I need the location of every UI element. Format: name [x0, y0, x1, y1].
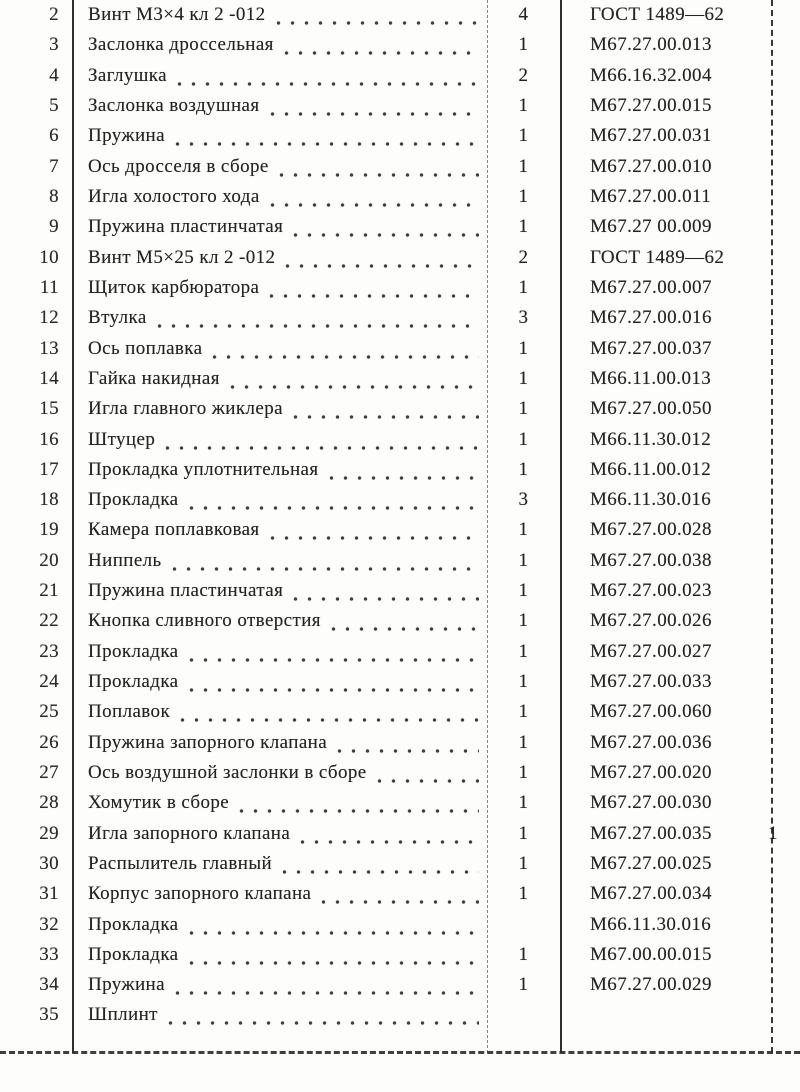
dot-leader [175, 974, 479, 996]
part-name-cell [72, 519, 487, 541]
quantity: 1 [518, 549, 529, 571]
part-code-cell [560, 4, 800, 26]
part-name: Прокладка [88, 489, 179, 511]
part-name: Пружина пластинчатая [88, 216, 284, 238]
part-code-cell [560, 429, 800, 451]
table-row [0, 576, 800, 606]
row-number: 10 [39, 246, 59, 268]
quantity: 1 [518, 34, 529, 56]
part-code-cell [560, 489, 800, 511]
dot-leader [276, 4, 479, 26]
part-code-cell [560, 186, 800, 208]
part-code: М67.27.00.020 [590, 761, 712, 783]
table-row [0, 818, 800, 848]
table-row [0, 0, 800, 30]
part-code: М67.27.00.023 [590, 580, 712, 602]
dot-leader [189, 944, 479, 966]
part-code-cell [560, 974, 800, 996]
part-name-cell [72, 4, 487, 26]
part-name-cell [72, 671, 487, 693]
part-code-cell [560, 307, 800, 329]
part-code-cell [560, 610, 800, 632]
row-number: 11 [39, 276, 59, 298]
part-name-cell [72, 580, 487, 602]
row-number: 19 [39, 519, 59, 541]
row-number: 24 [39, 671, 59, 693]
row-number: 33 [39, 943, 59, 965]
table-row [0, 333, 800, 363]
part-code: М67.27.00.030 [590, 792, 712, 814]
quantity: 1 [518, 337, 529, 359]
quantity: 1 [518, 519, 529, 541]
part-code: М66.16.32.004 [590, 64, 712, 86]
quantity: 1 [518, 155, 529, 177]
table-row [0, 879, 800, 909]
quantity: 2 [518, 246, 529, 268]
part-code-cell [560, 883, 800, 905]
part-name-cell [72, 550, 487, 572]
part-code: М67.27.00.013 [590, 34, 712, 56]
part-name: Ось дросселя в сборе [88, 155, 269, 177]
part-name: Штуцер [88, 428, 156, 450]
part-code-cell [560, 398, 800, 420]
part-name-cell [72, 216, 487, 238]
part-code-cell [560, 216, 800, 238]
part-name-cell [72, 641, 487, 663]
dot-leader [157, 307, 479, 329]
table-row [0, 970, 800, 1000]
table-row [0, 728, 800, 758]
quantity: 1 [518, 883, 529, 905]
table-row [0, 788, 800, 818]
part-name-cell [72, 610, 487, 632]
dot-leader [270, 519, 479, 541]
part-name: Прокладка [88, 671, 179, 693]
row-number: 12 [39, 307, 59, 329]
part-name: Распылитель главный [88, 852, 273, 874]
table-row [0, 121, 800, 151]
table-row [0, 697, 800, 727]
table-row [0, 515, 800, 545]
quantity: 1 [518, 792, 529, 814]
part-name-cell [72, 883, 487, 905]
dot-leader [282, 853, 479, 875]
dot-leader [377, 762, 479, 784]
table-row [0, 606, 800, 636]
dot-leader [168, 1004, 479, 1026]
part-code-cell [560, 65, 800, 87]
table-row [0, 1000, 800, 1030]
part-code-cell [560, 580, 800, 602]
table-row [0, 758, 800, 788]
row-number: 9 [49, 216, 59, 238]
table-row [0, 546, 800, 576]
quantity: 1 [518, 95, 529, 117]
part-name: Прокладка уплотнительная [88, 458, 319, 480]
dot-leader [269, 277, 479, 299]
part-name-cell [72, 853, 487, 875]
part-name: Заслонка дроссельная [88, 34, 274, 56]
table-row [0, 303, 800, 333]
part-name: Игла холостого хода [88, 186, 260, 208]
part-name-cell [72, 914, 487, 936]
part-code-cell [560, 701, 800, 723]
table-row [0, 182, 800, 212]
part-code: М67.27.00.037 [590, 337, 712, 359]
part-name-cell [72, 277, 487, 299]
row-number: 2 [49, 4, 59, 26]
part-code-cell [560, 459, 800, 481]
part-code: М67.27.00.028 [590, 519, 712, 541]
row-number: 35 [39, 1004, 59, 1026]
part-code: М67.27.00.010 [590, 155, 712, 177]
part-code: ГОСТ 1489—62 [590, 246, 725, 268]
part-code-cell [560, 732, 800, 754]
row-number: 5 [49, 95, 59, 117]
dot-leader [285, 247, 479, 269]
dot-leader [331, 610, 479, 632]
dot-leader [189, 914, 479, 936]
quantity: 4 [518, 4, 529, 26]
part-code: М67.27.00.025 [590, 852, 712, 874]
row-number: 22 [39, 610, 59, 632]
part-name: Игла запорного клапана [88, 822, 291, 844]
part-code: М67.27.00.031 [590, 125, 712, 147]
part-code: М67.00.00.015 [590, 943, 712, 965]
part-code: М67.27.00.033 [590, 671, 712, 693]
table-row [0, 637, 800, 667]
part-code-cell [560, 338, 800, 360]
part-name: Пружина пластинчатая [88, 580, 284, 602]
part-code-cell [560, 34, 800, 56]
part-code: М67.27.00.029 [590, 974, 712, 996]
quantity: 1 [518, 216, 529, 238]
row-number: 28 [39, 792, 59, 814]
quantity: 2 [518, 64, 529, 86]
margin-mark: 1 [768, 822, 778, 844]
row-number: 30 [39, 852, 59, 874]
table-row [0, 849, 800, 879]
table-row [0, 485, 800, 515]
dot-leader [293, 580, 479, 602]
part-name: Заслонка воздушная [88, 95, 260, 117]
part-code-cell [560, 247, 800, 269]
part-name-cell [72, 156, 487, 178]
part-name-cell [72, 792, 487, 814]
part-code-cell [560, 156, 800, 178]
table-row [0, 273, 800, 303]
part-code: М67.27.00.035 [590, 822, 712, 844]
quantity: 1 [518, 367, 529, 389]
part-name-cell [72, 762, 487, 784]
part-name: Прокладка [88, 640, 179, 662]
part-name-cell [72, 307, 487, 329]
part-name-cell [72, 823, 487, 845]
dot-leader [180, 701, 479, 723]
dot-leader [284, 34, 479, 56]
part-name-cell [72, 732, 487, 754]
quantity: 3 [518, 489, 529, 511]
part-name: Кнопка сливного отверстия [88, 610, 321, 632]
row-number: 23 [39, 640, 59, 662]
dot-leader [270, 95, 479, 117]
row-number: 7 [49, 155, 59, 177]
dot-leader [300, 823, 479, 845]
part-code: М67.27.00.015 [590, 95, 712, 117]
row-number: 20 [39, 549, 59, 571]
table-row [0, 667, 800, 697]
part-name: Шплинт [88, 1004, 158, 1026]
quantity: 1 [518, 943, 529, 965]
part-name-cell [72, 944, 487, 966]
dot-leader [337, 732, 479, 754]
part-name: Пружина [88, 974, 165, 996]
dot-leader [321, 883, 479, 905]
quantity: 1 [518, 125, 529, 147]
row-number: 34 [39, 974, 59, 996]
quantity: 1 [518, 761, 529, 783]
part-name-cell [72, 368, 487, 390]
dot-leader [279, 156, 479, 178]
quantity: 1 [518, 671, 529, 693]
part-name: Винт М5×25 кл 2 -012 [88, 246, 276, 268]
dot-leader [270, 186, 479, 208]
part-code: М66.11.30.012 [590, 428, 712, 450]
quantity: 1 [518, 580, 529, 602]
part-name-cell [72, 34, 487, 56]
part-code: М67.27.00.011 [590, 186, 712, 208]
row-number: 25 [39, 701, 59, 723]
part-name: Винт М3×4 кл 2 -012 [88, 4, 266, 26]
part-name: Пружина запорного клапана [88, 731, 328, 753]
part-name: Щиток карбюратора [88, 276, 260, 298]
quantity: 1 [518, 398, 529, 420]
part-name: Прокладка [88, 913, 179, 935]
row-number: 15 [39, 398, 59, 420]
table-row [0, 243, 800, 273]
part-name-cell [72, 459, 487, 481]
part-name: Камера поплавковая [88, 519, 260, 541]
row-number: 8 [49, 186, 59, 208]
row-number: 27 [39, 761, 59, 783]
part-name-cell [72, 247, 487, 269]
part-code: М67.27.00.016 [590, 307, 712, 329]
row-number: 31 [39, 883, 59, 905]
dot-leader [212, 338, 479, 360]
part-code-cell [560, 823, 800, 845]
quantity: 1 [518, 186, 529, 208]
table-row [0, 91, 800, 121]
dot-leader [293, 398, 479, 420]
row-number: 4 [49, 64, 59, 86]
part-code-cell [560, 519, 800, 541]
dot-leader [189, 671, 479, 693]
part-code-cell [560, 368, 800, 390]
part-code: М66.11.00.012 [590, 458, 712, 480]
quantity: 1 [518, 428, 529, 450]
part-code: М67.27.00.060 [590, 701, 712, 723]
quantity: 1 [518, 822, 529, 844]
row-number: 26 [39, 731, 59, 753]
row-number: 13 [39, 337, 59, 359]
part-code: М67.27 00.009 [590, 216, 712, 238]
part-code-cell [560, 277, 800, 299]
row-number: 3 [49, 34, 59, 56]
quantity: 1 [518, 701, 529, 723]
part-code: М67.27.00.050 [590, 398, 712, 420]
dot-leader [189, 489, 479, 511]
table-row [0, 152, 800, 182]
part-code: М67.27.00.036 [590, 731, 712, 753]
part-name: Ось поплавка [88, 337, 203, 359]
part-code-cell [560, 792, 800, 814]
part-code-cell [560, 95, 800, 117]
part-code-cell [560, 914, 800, 936]
table-row [0, 909, 800, 939]
row-number: 17 [39, 458, 59, 480]
part-name-cell [72, 398, 487, 420]
table-bottom-border [0, 1051, 800, 1054]
table-row [0, 424, 800, 454]
dot-leader [165, 429, 479, 451]
row-number: 32 [39, 913, 59, 935]
part-name: Прокладка [88, 943, 179, 965]
table-row [0, 61, 800, 91]
quantity: 1 [518, 276, 529, 298]
quantity: 1 [518, 610, 529, 632]
part-name-cell [72, 701, 487, 723]
quantity: 3 [518, 307, 529, 329]
dot-leader [177, 65, 479, 87]
quantity: 1 [518, 640, 529, 662]
quantity: 1 [518, 974, 529, 996]
part-name-cell [72, 1004, 487, 1026]
part-name: Поплавок [88, 701, 171, 723]
row-number: 21 [39, 580, 59, 602]
part-code-cell [560, 853, 800, 875]
part-code-cell [560, 125, 800, 147]
part-code: М67.27.00.034 [590, 883, 712, 905]
part-name: Гайка накидная [88, 367, 220, 389]
table-row [0, 455, 800, 485]
part-name-cell [72, 186, 487, 208]
table-row [0, 394, 800, 424]
row-number: 18 [39, 489, 59, 511]
part-code: М67.27.00.026 [590, 610, 712, 632]
part-code: М67.27.00.038 [590, 549, 712, 571]
part-name: Ниппель [88, 549, 162, 571]
part-name-cell [72, 65, 487, 87]
part-name: Корпус запорного клапана [88, 883, 312, 905]
row-number: 29 [39, 822, 59, 844]
part-code: М66.11.00.013 [590, 367, 712, 389]
part-code: ГОСТ 1489—62 [590, 4, 725, 26]
part-name: Заглушка [88, 64, 167, 86]
part-name: Игла главного жиклера [88, 398, 283, 420]
table-row [0, 30, 800, 60]
part-name-cell [72, 125, 487, 147]
part-name: Хомутик в сборе [88, 792, 230, 814]
part-code-cell [560, 550, 800, 572]
row-number: 14 [39, 367, 59, 389]
part-name-cell [72, 429, 487, 451]
part-code: М67.27.00.027 [590, 640, 712, 662]
part-name: Пружина [88, 125, 165, 147]
part-code-cell [560, 671, 800, 693]
row-number: 6 [49, 125, 59, 147]
part-name-cell [72, 338, 487, 360]
part-name-cell [72, 489, 487, 511]
dot-leader [172, 550, 479, 572]
table-row [0, 940, 800, 970]
row-number: 16 [39, 428, 59, 450]
part-code-cell [560, 762, 800, 784]
dot-leader [293, 216, 479, 238]
part-code: М67.27.00.007 [590, 276, 712, 298]
dot-leader [189, 641, 479, 663]
part-code-cell [560, 641, 800, 663]
part-name-cell [72, 974, 487, 996]
part-code: М66.11.30.016 [590, 489, 712, 511]
part-name: Втулка [88, 307, 147, 329]
dot-leader [175, 125, 479, 147]
dot-leader [230, 368, 479, 390]
part-code: М66.11.30.016 [590, 913, 712, 935]
dot-leader [239, 792, 479, 814]
dot-leader [329, 459, 479, 481]
quantity: 1 [518, 852, 529, 874]
table-row [0, 364, 800, 394]
part-name-cell [72, 95, 487, 117]
part-code-cell [560, 944, 800, 966]
table-row [0, 212, 800, 242]
quantity: 1 [518, 458, 529, 480]
part-name: Ось воздушной заслонки в сборе [88, 761, 367, 783]
quantity: 1 [518, 731, 529, 753]
